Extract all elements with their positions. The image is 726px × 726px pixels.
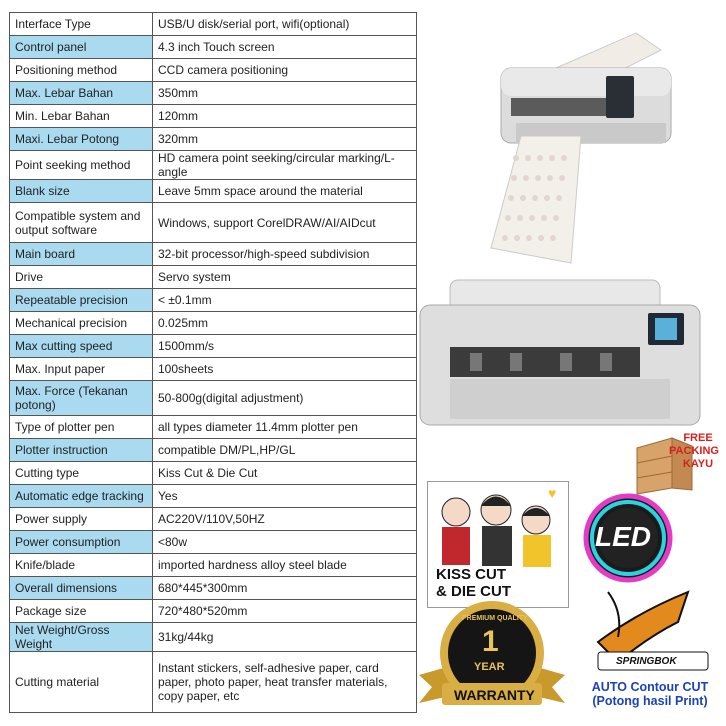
- spec-label: Power consumption: [10, 531, 153, 554]
- spec-value: imported hardness alloy steel blade: [153, 554, 417, 577]
- spec-label: Cutting type: [10, 462, 153, 485]
- kiss-cut-badge: [427, 481, 569, 608]
- spec-table: [9, 12, 417, 713]
- spec-row: [10, 243, 417, 266]
- spec-value: all types diameter 11.4mm plotter pen: [153, 416, 417, 439]
- spec-value: Instant stickers, self-adhesive paper, card paper, photo paper, heat transfer materials, copy paper, etc: [153, 652, 417, 713]
- spec-label: Positioning method: [10, 59, 153, 82]
- spec-label: Max. Input paper: [10, 358, 153, 381]
- spec-label: Type of plotter pen: [10, 416, 153, 439]
- spec-value: compatible DM/PL,HP/GL: [153, 439, 417, 462]
- spec-value: 350mm: [153, 82, 417, 105]
- packing-line1: FREE: [683, 432, 713, 444]
- spec-row: [10, 203, 417, 243]
- warranty-badge: [414, 595, 570, 723]
- spec-label: Maxi. Lebar Potong: [10, 128, 153, 151]
- spec-row: [10, 508, 417, 531]
- spec-label: Max cutting speed: [10, 335, 153, 358]
- spec-row: [10, 335, 417, 358]
- spec-row: [10, 289, 417, 312]
- spec-label: Net Weight/Gross Weight: [10, 623, 153, 652]
- spec-label: Mechanical precision: [10, 312, 153, 335]
- spec-value: Servo system: [153, 266, 417, 289]
- warranty-year: YEAR: [474, 661, 505, 673]
- spec-row: [10, 105, 417, 128]
- spec-label: Max. Lebar Bahan: [10, 82, 153, 105]
- packing-line2: PACKING: [669, 445, 719, 457]
- spec-value: AC220V/110V,50HZ: [153, 508, 417, 531]
- packing-line3: KAYU: [682, 458, 714, 470]
- spec-row: [10, 554, 417, 577]
- spec-label: Cutting material: [10, 652, 153, 713]
- warranty-top: PREMIUM QUALITY: [462, 615, 528, 622]
- spec-label: Repeatable precision: [10, 289, 153, 312]
- spec-row: [10, 180, 417, 203]
- spec-label: Blank size: [10, 180, 153, 203]
- spec-label: Drive: [10, 266, 153, 289]
- spec-value: 680*445*300mm: [153, 577, 417, 600]
- cutter-machine-front-image: [410, 275, 710, 435]
- spec-label: Power supply: [10, 508, 153, 531]
- spec-row: [10, 59, 417, 82]
- spec-row: [10, 439, 417, 462]
- spec-value: 1500mm/s: [153, 335, 417, 358]
- cartoon-people-sticker-icon: [428, 482, 568, 567]
- spec-label: Plotter instruction: [10, 439, 153, 462]
- spec-value: <80w: [153, 531, 417, 554]
- warranty-number: 1: [482, 625, 499, 658]
- spec-row: [10, 531, 417, 554]
- spec-value: 31kg/44kg: [153, 623, 417, 652]
- spec-value: 0.025mm: [153, 312, 417, 335]
- spec-label: Package size: [10, 600, 153, 623]
- spec-label: Compatible system and output software: [10, 203, 153, 243]
- spec-value: 100sheets: [153, 358, 417, 381]
- spec-row: [10, 128, 417, 151]
- spec-value: 50-800g(digital adjustment): [153, 381, 417, 416]
- spec-row: [10, 416, 417, 439]
- cutter-machine-top-image: [486, 28, 696, 268]
- spec-label: Knife/blade: [10, 554, 153, 577]
- spec-row: [10, 623, 417, 652]
- spec-row: [10, 652, 417, 713]
- spec-row: [10, 151, 417, 180]
- spec-value: 4.3 inch Touch screen: [153, 36, 417, 59]
- spec-label: Automatic edge tracking: [10, 485, 153, 508]
- spec-value: USB/U disk/serial port, wifi(optional): [153, 13, 417, 36]
- spec-value: 720*480*520mm: [153, 600, 417, 623]
- spec-row: [10, 600, 417, 623]
- spec-value: 120mm: [153, 105, 417, 128]
- spec-row: [10, 266, 417, 289]
- led-badge: [578, 488, 708, 588]
- spec-label: Point seeking method: [10, 151, 153, 180]
- spec-row: [10, 485, 417, 508]
- spec-value: Windows, support CorelDRAW/AI/AIDcut: [153, 203, 417, 243]
- spec-row: [10, 13, 417, 36]
- auto-line2: (Potong hasil Print): [592, 694, 708, 708]
- spec-value: Kiss Cut & Die Cut: [153, 462, 417, 485]
- springbok-badge: [578, 582, 722, 722]
- spec-row: [10, 462, 417, 485]
- spec-value: 320mm: [153, 128, 417, 151]
- spec-label: Max. Force (Tekanan potong): [10, 381, 153, 416]
- springbok-text: SPRINGBOK: [616, 656, 677, 667]
- spec-value: CCD camera positioning: [153, 59, 417, 82]
- spec-row: [10, 82, 417, 105]
- kiss-line1: KISS CUT: [436, 566, 507, 583]
- spec-label: Main board: [10, 243, 153, 266]
- spec-value: HD camera point seeking/circular marking/L-angle: [153, 151, 417, 180]
- spec-row: [10, 312, 417, 335]
- spec-value: Yes: [153, 485, 417, 508]
- spec-label: Min. Lebar Bahan: [10, 105, 153, 128]
- spec-value: < ±0.1mm: [153, 289, 417, 312]
- spec-value: 32-bit processor/high-speed subdivision: [153, 243, 417, 266]
- auto-line1: AUTO Contour CUT: [591, 680, 709, 694]
- spec-row: [10, 358, 417, 381]
- spec-row: [10, 577, 417, 600]
- spec-label: Control panel: [10, 36, 153, 59]
- spec-value: Leave 5mm space around the material: [153, 180, 417, 203]
- kiss-line2: & DIE CUT: [436, 583, 511, 600]
- spec-label: Interface Type: [10, 13, 153, 36]
- svg-text:♥: ♥: [548, 485, 557, 501]
- warranty-word: WARRANTY: [454, 687, 535, 703]
- spec-label: Overall dimensions: [10, 577, 153, 600]
- spec-row: [10, 36, 417, 59]
- spec-row: [10, 381, 417, 416]
- led-text: LED: [595, 521, 651, 552]
